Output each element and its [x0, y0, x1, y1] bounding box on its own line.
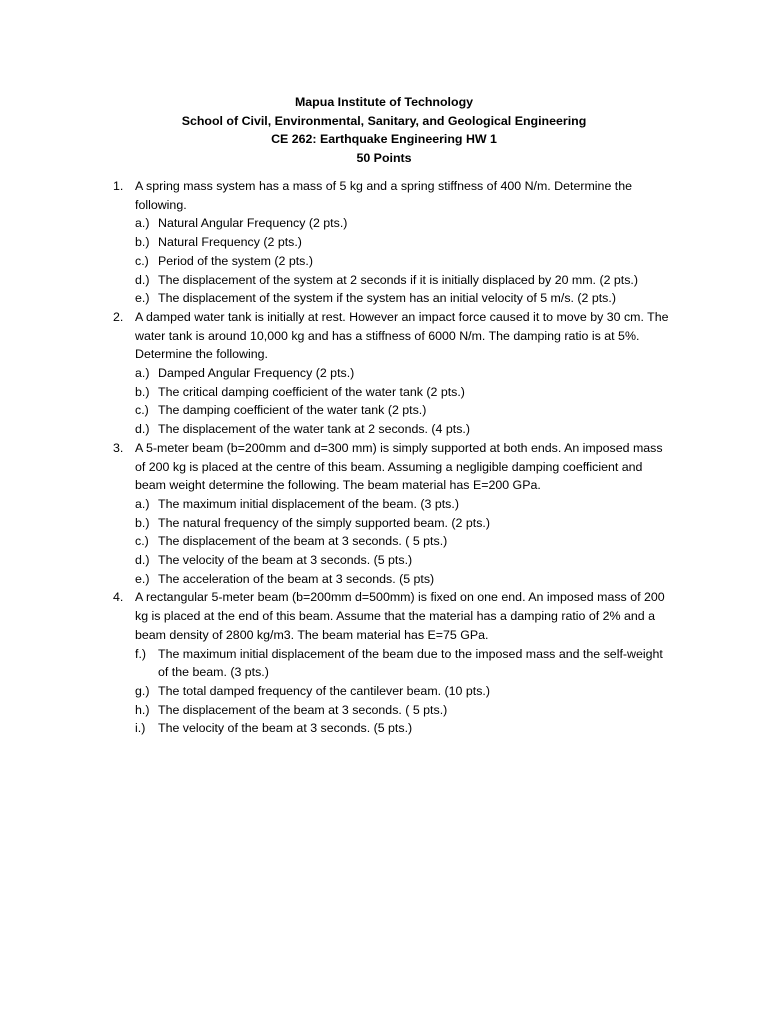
question-item	[135, 701, 673, 720]
question-number: 3.	[113, 440, 124, 455]
item-letter: b.)	[135, 515, 150, 530]
item-text: The displacement of the beam at 3 seconds. ( 5 pts.)	[158, 534, 448, 549]
question-text: A damped water tank is initially at rest. However an impact force caused it to move by 30 cm. The water tank is around 10,000 kg and has a stiffness of 6000 N/m. The damping ratio is at 5%. Determine the following.	[135, 309, 669, 362]
item-letter: d.)	[135, 422, 150, 437]
course-title: CE 262: Earthquake Engineering HW 1	[271, 132, 497, 147]
item-letter: h.)	[135, 702, 150, 717]
item-text: Damped Angular Frequency (2 pts.)	[158, 366, 355, 381]
question-number: 2.	[113, 309, 124, 324]
question-item	[135, 514, 673, 533]
question-item	[135, 252, 673, 271]
item-text: Period of the system (2 pts.)	[158, 253, 313, 268]
item-text: The displacement of the system if the system has an initial velocity of 5 m/s. (2 pts.)	[158, 291, 616, 306]
item-letter: e.)	[135, 571, 150, 586]
question-text: A rectangular 5-meter beam (b=200mm d=500mm) is fixed on one end. An imposed mass of 200 kg is placed at the end of this beam. Assume that the material has a damping ratio of 2% and a beam density of 2800 kg/m3. The beam material has E=75 GPa.	[135, 590, 665, 642]
question-text: A 5-meter beam (b=200mm and d=300 mm) is simply supported at both ends. An imposed mass of 200 kg is placed at the centre of this beam. Assuming a negligible damping coefficient and beam weight determine the following. The beam material has E=200 GPa.	[135, 440, 663, 493]
total-points: 50 Points	[356, 151, 412, 166]
question-item	[135, 401, 673, 420]
item-text: The natural frequency of the simply supported beam. (2 pts.)	[158, 515, 490, 530]
question-2	[113, 308, 673, 439]
question-item	[135, 364, 673, 383]
item-letter: b.)	[135, 235, 150, 250]
item-text: The displacement of the system at 2 seconds if it is initially displaced by 20 mm. (2 pts.)	[158, 272, 638, 287]
item-letter: a.)	[135, 366, 150, 381]
question-item	[135, 383, 673, 402]
question-item	[135, 645, 673, 682]
question-3	[113, 439, 673, 589]
question-text: A spring mass system has a mass of 5 kg and a spring stiffness of 400 N/m. Determine the following.	[135, 179, 632, 212]
item-text: The maximum initial displacement of the beam. (3 pts.)	[158, 496, 459, 511]
question-item	[135, 271, 673, 290]
question-number: 1.	[113, 179, 124, 193]
question-number: 4.	[113, 590, 124, 605]
question-1	[113, 177, 673, 308]
item-text: The acceleration of the beam at 3 seconds. (5 pts)	[158, 571, 435, 586]
question-item	[135, 570, 673, 589]
item-text: The displacement of the water tank at 2 seconds. (4 pts.)	[158, 422, 470, 437]
question-body	[135, 439, 673, 589]
item-text: The total damped frequency of the cantilever beam. (10 pts.)	[158, 683, 490, 698]
item-letter: c.)	[135, 253, 149, 268]
item-letter: f.)	[135, 646, 147, 661]
item-letter: d.)	[135, 272, 150, 287]
question-item	[135, 289, 673, 308]
item-letter: c.)	[135, 403, 149, 418]
institution-name: Mapua Institute of Technology	[294, 95, 474, 109]
question-item	[135, 495, 673, 514]
item-letter: d.)	[135, 553, 150, 568]
item-text: The velocity of the beam at 3 seconds. (5 pts.)	[158, 721, 413, 736]
school-name: School of Civil, Environmental, Sanitary, and Geological Engineering	[181, 113, 587, 128]
item-text: Natural Frequency (2 pts.)	[158, 235, 302, 250]
item-letter: b.)	[135, 384, 150, 399]
item-text: The maximum initial displacement of the beam due to the imposed mass and the self-weight of the beam. (3 pts.)	[158, 646, 663, 680]
item-letter: a.)	[135, 216, 150, 231]
item-letter: i.)	[135, 721, 146, 736]
document-header	[0, 93, 768, 168]
question-4	[113, 588, 673, 738]
item-letter: c.)	[135, 534, 149, 549]
item-letter: g.)	[135, 683, 150, 698]
question-item	[135, 420, 673, 439]
question-item	[135, 551, 673, 570]
question-item	[135, 682, 673, 701]
item-text: The critical damping coefficient of the water tank (2 pts.)	[158, 384, 465, 399]
question-item	[135, 214, 673, 233]
item-letter: a.)	[135, 496, 150, 511]
question-item	[135, 532, 673, 551]
item-letter: e.)	[135, 291, 150, 306]
item-text: The velocity of the beam at 3 seconds. (5 pts.)	[158, 553, 413, 568]
question-item	[135, 719, 673, 738]
question-body	[135, 308, 673, 439]
question-item	[135, 233, 673, 252]
item-text: Natural Angular Frequency (2 pts.)	[158, 216, 348, 231]
item-text: The damping coefficient of the water tank (2 pts.)	[158, 403, 427, 418]
question-body	[135, 588, 673, 738]
question-body	[135, 177, 673, 308]
item-text: The displacement of the beam at 3 seconds. ( 5 pts.)	[158, 702, 448, 717]
question-list	[113, 177, 673, 738]
